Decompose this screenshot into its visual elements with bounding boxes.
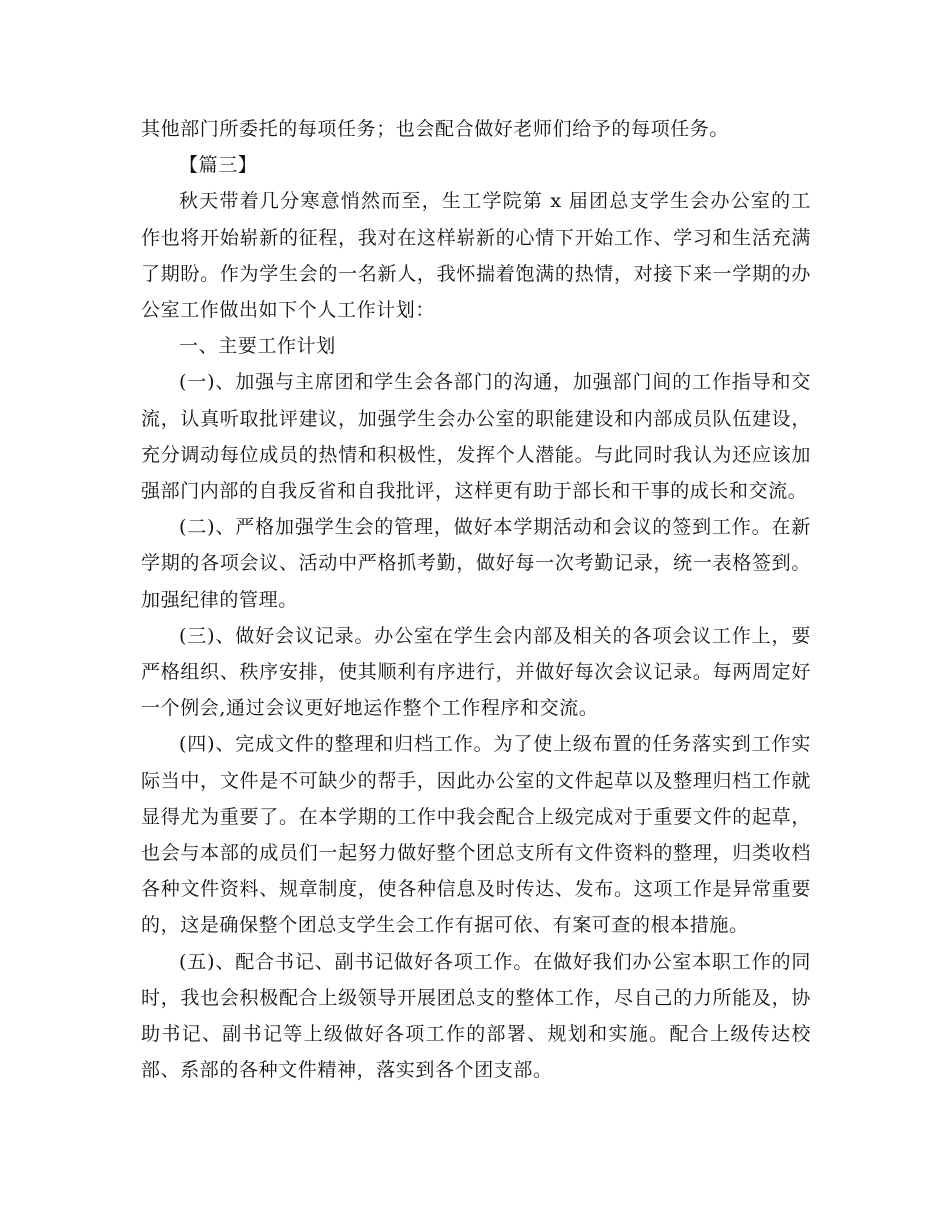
paragraph-item-4: (四)、完成文件的整理和归档工作。为了使上级布置的任务落实到工作实际当中，文件是不可缺少的帮手，因此办公室的文件起草以及整理归档工作就显得尤为重要了。在本学期的工作中我会配合上级完成对于重要文件的起草，也会与本部的成员们一起努力做好整个团总支所有文件资料的整理，归类收档各种文件资料、规章制度，使各种信息及时传达、发布。这项工作是异常重要的，这是确保整个团总支学生会工作有据可依、有案可查的根本措施。 — [141, 733, 811, 937]
paragraph-item-2: (二)、严格加强学生会的管理，做好本学期活动和会议的签到工作。在新学期的各项会议、活动中严格抓考勤，做好每一次考勤记录，统一表格签到。加强纪律的管理。 — [141, 516, 811, 611]
document-body — [141, 111, 811, 1088]
heading-main-plan: 一、主要工作计划 — [179, 335, 336, 358]
paragraph-item-5: (五)、配合书记、副书记做好各项工作。在做好我们办公室本职工作的同时，我也会积极配合上级领导开展团总支的整体工作，尽自己的力所能及，协助书记、副书记等上级做好各项工作的部署、规划和实施。配合上级传达校部、系部的各种文件精神，落实到各个团支部。 — [141, 950, 811, 1082]
section-label: 【篇三】 — [179, 154, 258, 177]
paragraph-continuation: 其他部门所委托的每项任务；也会配合做好老师们给予的每项任务。 — [141, 118, 730, 140]
paragraph-item-1: (一)、加强与主席团和学生会各部门的沟通，加强部门间的工作指导和交流，认真听取批评建议，加强学生会办公室的职能建设和内部成员队伍建设，充分调动每位成员的热情和积极性，发挥个人潜能。与此同时我认为还应该加强部门内部的自我反省和自我批评，这样更有助于部长和干事的成长和交流。 — [141, 371, 811, 503]
paragraph-intro: 秋天带着几分寒意悄然而至，生工学院第 x 届团总支学生会办公室的工作也将开始崭新的征程，我对在这样崭新的心情下开始工作、学习和生活充满了期盼。作为学生会的一名新人，我怀揣着饱满的热情，对接下来一学期的办公室工作做出如下个人工作计划： — [141, 190, 811, 322]
paragraph-item-3: (三)、做好会议记录。办公室在学生会内部及相关的各项会议工作上，要严格组织、秩序安排，使其顺利有序进行，并做好每次会议记录。每两周定好一个例会,通过会议更好地运作整个工作程序和交流。 — [141, 624, 811, 720]
